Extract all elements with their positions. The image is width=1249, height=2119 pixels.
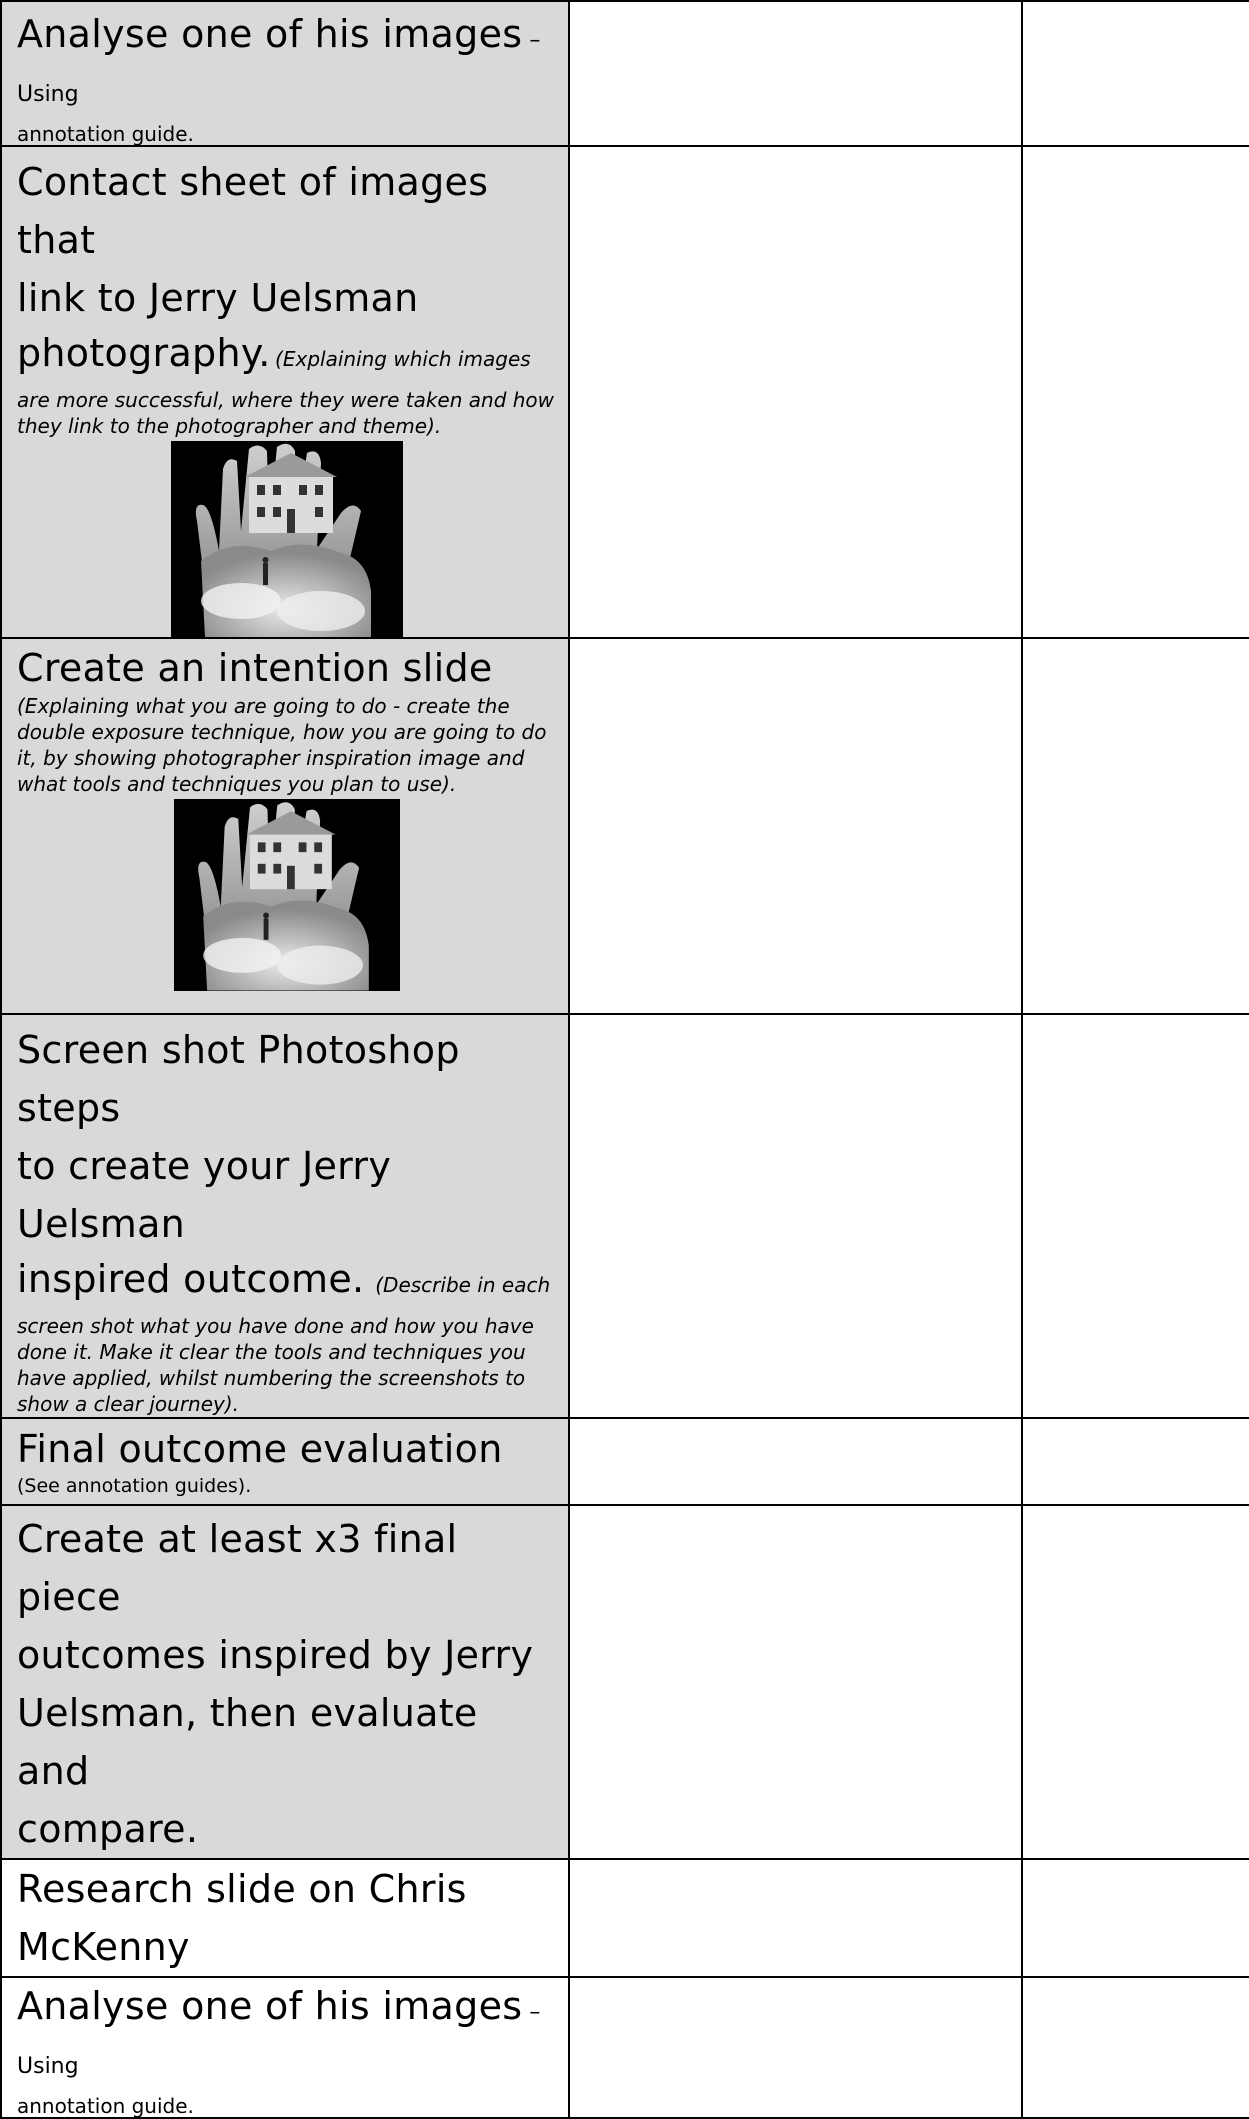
task-subtext: (See annotation guides). xyxy=(17,1475,252,1497)
task-title-line: photography. xyxy=(17,331,271,375)
task-suffix: – Using xyxy=(17,2000,541,2079)
task-note-rest: are more successful, where they were taken and how they link to the photographer and theme). xyxy=(17,388,555,438)
table-row xyxy=(1,1014,1249,1418)
task-note-start: (Describe in each xyxy=(368,1273,551,1297)
task-subtext: annotation guide. xyxy=(17,2094,194,2118)
table-row xyxy=(1,1,1249,146)
table-row xyxy=(1,1859,1249,1977)
task-cell xyxy=(1,1505,569,1859)
table-row xyxy=(1,146,1249,638)
task-title-line: Screen shot Photoshop steps xyxy=(17,1028,460,1130)
task-title: Analyse one of his images xyxy=(17,1984,523,2028)
task-note: (Explaining what you are going to do - create the double exposure technique, how you are going to do it, by showing photographer inspiration image and what tools and techniques you plan to use). xyxy=(17,694,547,796)
response-cell[interactable] xyxy=(569,1014,1022,1418)
task-cell xyxy=(1,1418,569,1505)
task-title-line: compare. xyxy=(17,1807,199,1851)
check-cell[interactable] xyxy=(1022,1859,1249,1977)
response-cell[interactable] xyxy=(569,1,1022,146)
task-title-line: Create at least x3 final piece xyxy=(17,1517,458,1619)
task-cell xyxy=(1,1859,569,1977)
task-subtext: annotation guide. xyxy=(17,122,194,146)
response-cell[interactable] xyxy=(569,146,1022,638)
check-cell[interactable] xyxy=(1022,1014,1249,1418)
uelsmann-inspiration-image xyxy=(171,441,403,637)
check-cell[interactable] xyxy=(1022,1418,1249,1505)
task-cell xyxy=(1,1,569,146)
check-cell[interactable] xyxy=(1022,1505,1249,1859)
task-note-start: (Explaining which images xyxy=(275,347,531,371)
response-cell[interactable] xyxy=(569,1859,1022,1977)
task-cell xyxy=(1,1014,569,1418)
table-row xyxy=(1,638,1249,1014)
task-title-line: Research slide on Chris xyxy=(17,1867,467,1911)
task-note-rest: screen shot what you have done and how you have done it. Make it clear the tools and techniques you have applied, whilst numbering the screenshots to show a clear journey). xyxy=(17,1314,534,1416)
table-row xyxy=(1,1505,1249,1859)
check-cell[interactable] xyxy=(1022,146,1249,638)
response-cell[interactable] xyxy=(569,1977,1022,2118)
check-cell[interactable] xyxy=(1022,1977,1249,2118)
uelsmann-inspiration-image xyxy=(174,799,400,991)
task-title: Final outcome evaluation xyxy=(17,1427,503,1471)
response-cell[interactable] xyxy=(569,638,1022,1014)
task-title-line: link to Jerry Uelsman xyxy=(17,276,419,320)
task-title-line: McKenny xyxy=(17,1925,190,1969)
task-title-line: Contact sheet of images that xyxy=(17,160,489,262)
task-title-line: inspired outcome. xyxy=(17,1257,365,1301)
task-title-line: Uelsman, then evaluate and xyxy=(17,1691,478,1793)
task-title-line: to create your Jerry Uelsman xyxy=(17,1144,392,1246)
task-title: Create an intention slide xyxy=(17,646,493,690)
task-title: Analyse one of his images xyxy=(17,12,523,56)
task-suffix: – Using xyxy=(17,28,541,107)
task-cell xyxy=(1,1977,569,2118)
check-cell[interactable] xyxy=(1022,1,1249,146)
response-cell[interactable] xyxy=(569,1418,1022,1505)
task-title-line: outcomes inspired by Jerry xyxy=(17,1633,534,1677)
table-row xyxy=(1,1977,1249,2118)
response-cell[interactable] xyxy=(569,1505,1022,1859)
check-cell[interactable] xyxy=(1022,638,1249,1014)
task-cell xyxy=(1,638,569,1014)
task-cell xyxy=(1,146,569,638)
table-row xyxy=(1,1418,1249,1505)
